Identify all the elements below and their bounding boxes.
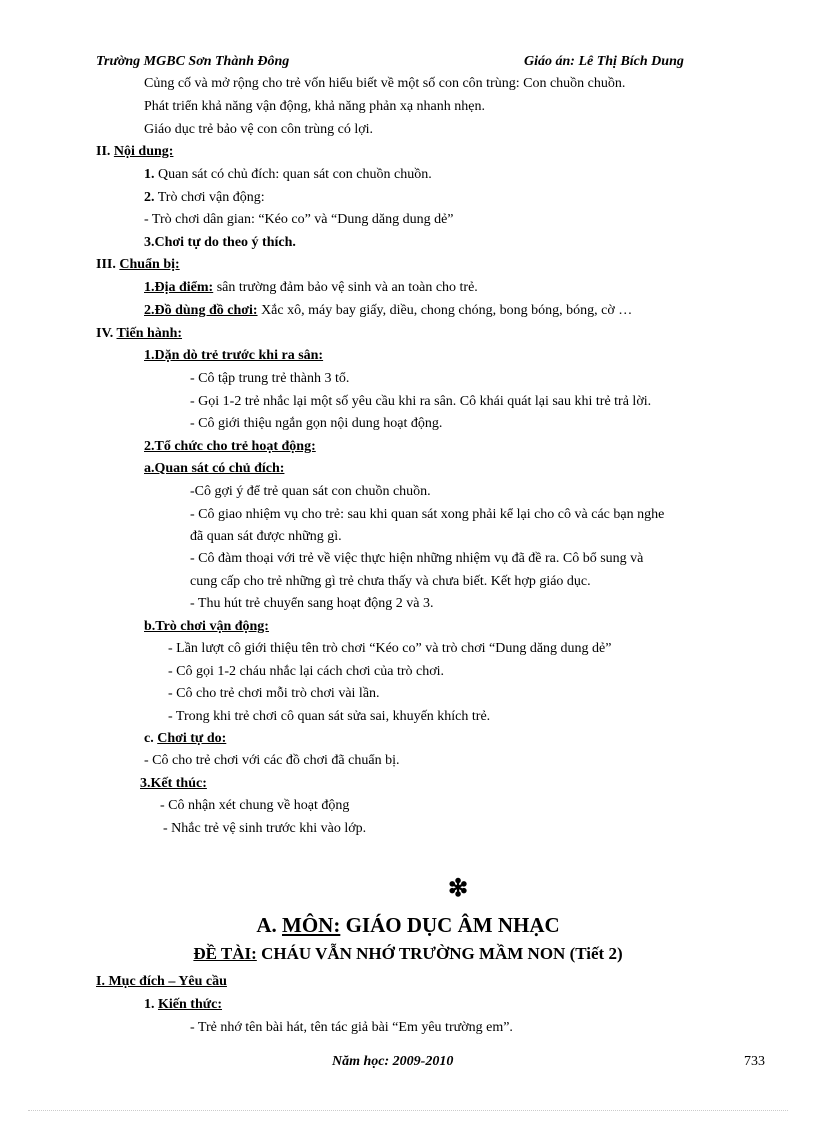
school-year-footer: Năm học: 2009-2010 [332,1054,454,1069]
step-1-item: - Gọi 1-2 trẻ nhắc lại một số yêu cầu khi ra sân. Cô khái quát lại sau khi trẻ trả lời. [190,394,652,409]
step-1-title: 1.Dặn dò trẻ trước khi ra sân: [144,348,324,363]
content-item-2-num: 2. [144,190,155,205]
lesson-title-subject: MÔN: [282,913,341,937]
step-2a-item: - Cô giao nhiệm vụ cho trẻ: sau khi quan sát xong phải kể lại cho cô và các bạn nghe [190,507,665,522]
author-header: Giáo án: Lê Thị Bích Dung [524,54,684,69]
content-item-1 [144,166,432,184]
lesson-title-prefix: A. [256,913,282,937]
step-3-item: - Nhắc trẻ vệ sinh trước khi vào lớp. [163,821,367,836]
page-number: 733 [744,1054,765,1069]
content-item-2 [144,189,265,207]
prep-place-text: sân trường đảm bảo vệ sinh và an toàn cho trẻ. [213,280,478,295]
section-2-title: Nội dung: [113,144,174,159]
prep-place [144,279,478,297]
content-item-3: 3.Chơi tự do theo ý thích. [144,235,296,250]
prep-place-label: 1.Địa điểm: [144,280,214,295]
intro-line-2: Phát triển khả năng vận động, khả năng phản xạ nhanh nhẹn. [144,99,485,114]
intro-line-3: Giáo dục trẻ bảo vệ con côn trùng có lợi. [144,122,373,137]
step-3-item: - Cô nhận xét chung về hoạt động [160,798,350,813]
lesson-title-rest: GIÁO DỤC ÂM NHẠC [340,913,560,937]
section-4-heading [96,325,182,343]
step-2a-item: đã quan sát được những gì. [190,529,342,544]
section-3-roman: III. [96,257,116,272]
step-2a-item: - Thu hút trẻ chuyển sang hoạt động 2 và 3. [190,596,434,611]
lesson-topic [0,944,816,964]
step-2b-item: - Lần lượt cô giới thiệu tên trò chơi “Kéo co” và trò chơi “Dung dăng dung dẻ” [168,641,612,656]
content-item-1-num: 1. [144,167,155,182]
lesson-section-1-title: I. Mục đích – Yêu cầu [96,974,227,989]
step-3-title: 3.Kết thúc: [140,776,207,791]
lesson-topic-text: CHÁU VẪN NHỚ TRƯỜNG MẦM NON (Tiết 2) [256,944,623,963]
step-2b-item: - Cô cho trẻ chơi mỗi trò chơi vài lần. [168,686,380,701]
content-item-2-sub: - Trò chơi dân gian: “Kéo co” và “Dung dăng dung dẻ” [144,212,454,227]
lesson-title [0,913,816,938]
school-header: Trường MGBC Sơn Thành Đông [96,54,290,69]
step-2a-item: - Cô đàm thoại với trẻ về việc thực hiện những nhiệm vụ đã đề ra. Cô bổ sung và [190,551,644,566]
prep-toys [144,302,632,320]
step-2b-title: b.Trò chơi vận động: [144,619,269,634]
step-1-item: - Cô giới thiệu ngắn gọn nội dung hoạt động. [190,416,443,431]
step-2c-item: - Cô cho trẻ chơi với các đồ chơi đã chuẩn bị. [144,753,400,768]
lesson-topic-label: ĐỀ TÀI: [193,944,257,963]
step-2b-item: - Trong khi trẻ chơi cô quan sát sửa sai, khuyến khích trẻ. [168,709,491,724]
section-2-heading [96,143,173,161]
page-bottom-divider [28,1110,788,1111]
step-2b-item: - Cô gọi 1-2 cháu nhắc lại cách chơi của trò chơi. [168,664,445,679]
step-2a-title: a.Quan sát có chủ đích: [144,461,285,476]
star-separator: ❇ [448,876,469,902]
step-2c-label: Chơi tự do: [157,731,227,746]
section-4-roman: IV. [96,326,114,341]
section-3-title: Chuẩn bị: [119,257,180,272]
lesson-sub-1-item: - Trẻ nhớ tên bài hát, tên tác giả bài “Em yêu trường em”. [190,1020,513,1035]
step-2-title: 2.Tổ chức cho trẻ hoạt động: [144,439,316,454]
section-4-title: Tiến hành: [116,326,183,341]
step-2a-item: -Cô gợi ý để trẻ quan sát con chuồn chuồn. [190,484,431,499]
step-2c-title [144,730,226,748]
step-2c-prefix: c. [144,731,158,746]
prep-toys-label: 2.Đồ dùng đồ chơi: [144,303,258,318]
content-item-1-text: Quan sát có chủ đích: quan sát con chuồn chuồn. [154,167,432,182]
lesson-sub-1-label: Kiến thức: [158,997,223,1012]
step-1-item: - Cô tập trung trẻ thành 3 tổ. [190,371,350,386]
section-3-heading [96,256,180,274]
step-2a-item: cung cấp cho trẻ những gì trẻ chưa thấy và chưa biết. Kết hợp giáo dục. [190,574,591,589]
content-item-2-text: Trò chơi vận động: [154,190,265,205]
intro-line-1: Củng cố và mở rộng cho trẻ vốn hiểu biết về một số con côn trùng: Con chuồn chuồn. [144,76,626,91]
prep-toys-text: Xắc xô, máy bay giấy, diều, chong chóng, bong bóng, bóng, cờ … [257,303,633,318]
section-2-roman: II. [96,144,111,159]
lesson-sub-1-num: 1. [144,997,158,1012]
lesson-sub-1-title [144,996,222,1014]
